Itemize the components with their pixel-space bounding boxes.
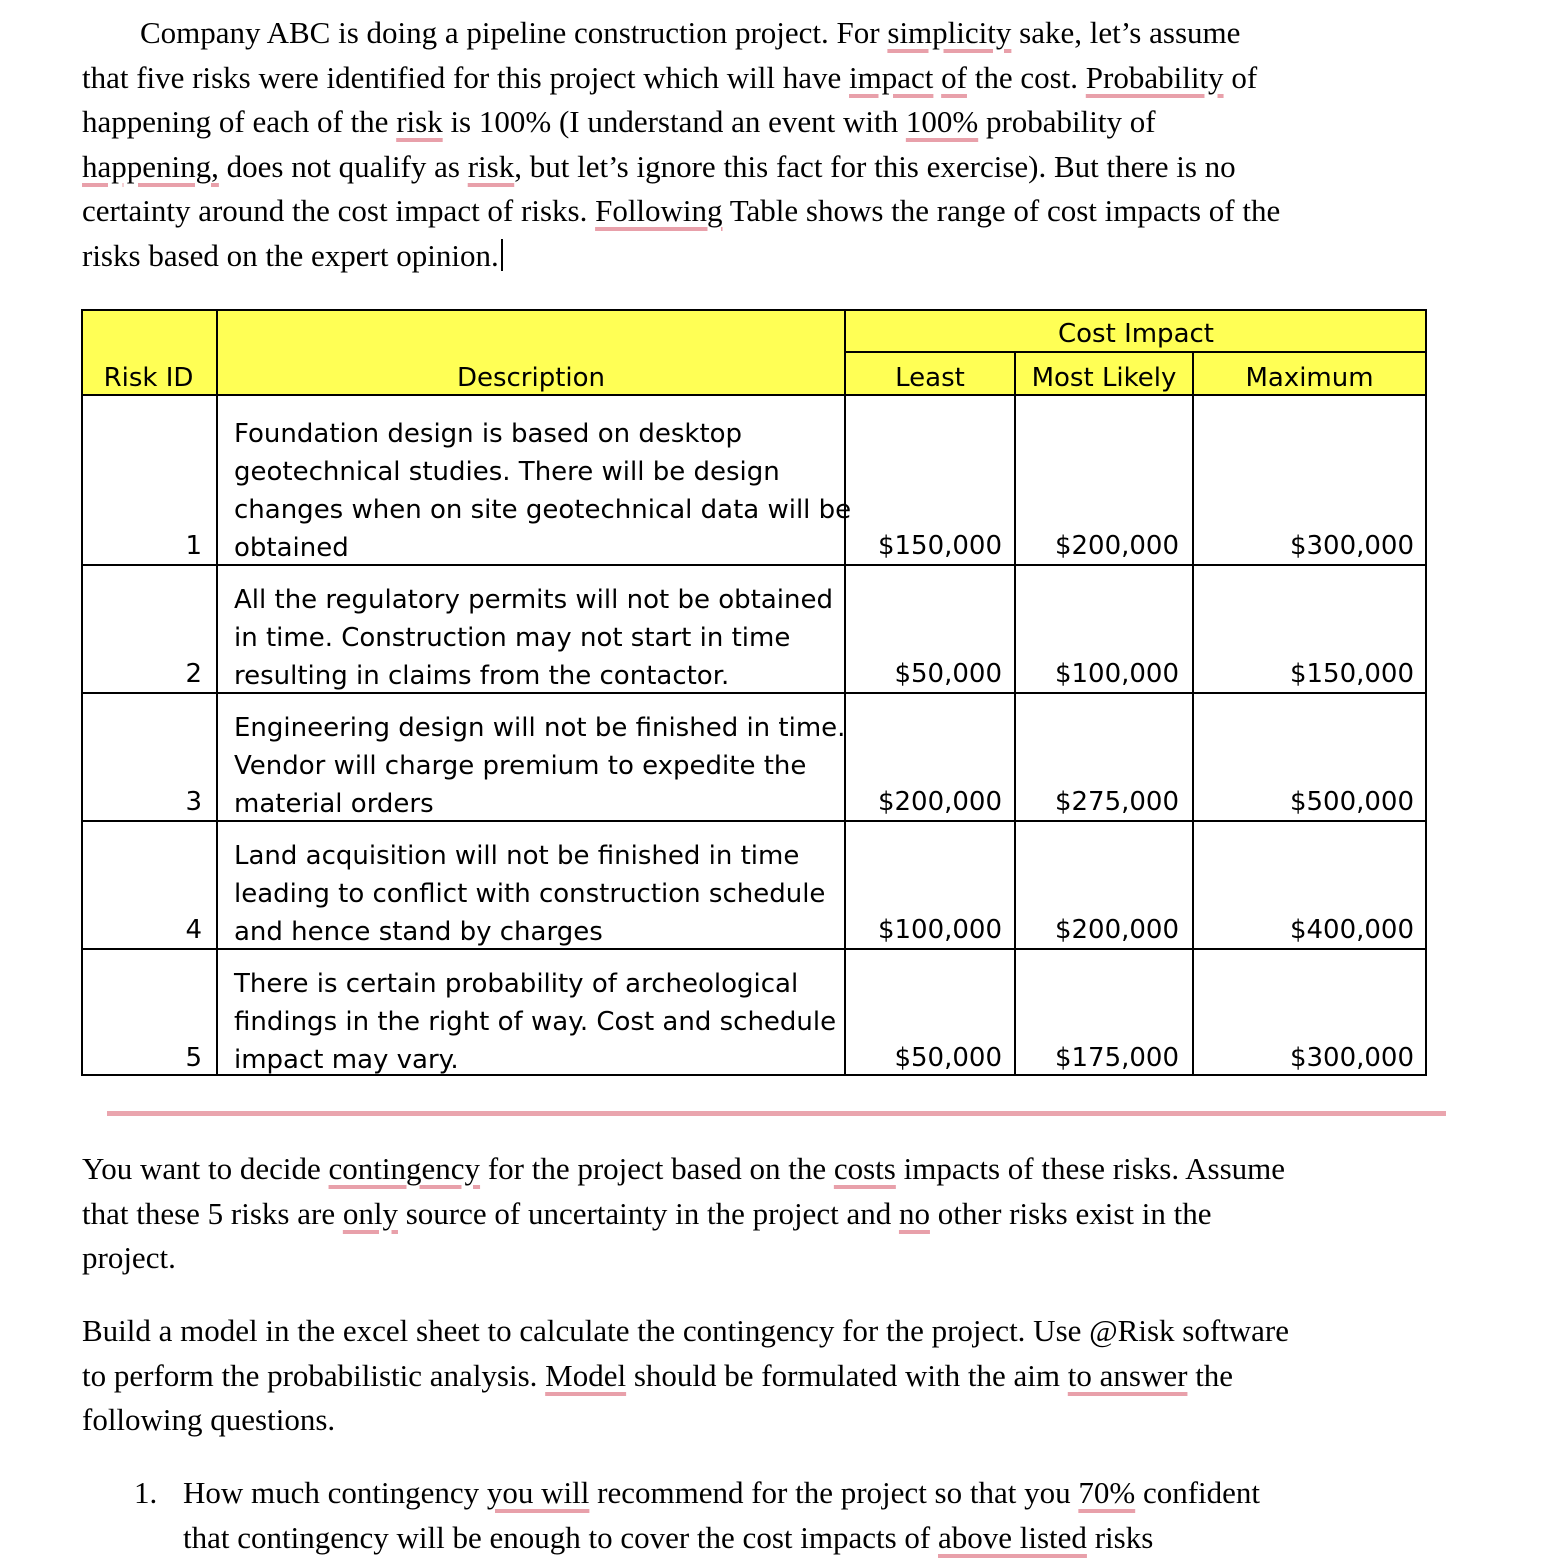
description-cell: Land acquisition will not be finished in time leading to conflict with construction schedule and hence stand by charges [234,841,826,947]
header-description: Description [456,363,606,393]
maximum-cell: $150,000 [1289,659,1414,689]
maximum-cell: $400,000 [1289,915,1414,945]
risk-table [81,309,1427,1076]
q1-line-2: that contingency will be enough to cover the cost impacts of above listed risks [183,1519,1154,1555]
header-risk-id: Risk ID [103,363,194,393]
contingency-paragraph [82,1147,1482,1281]
intro-line-3: happening of each of the risk is 100% (I understand an event with 100% probability of [82,104,1156,139]
description-cell: Foundation design is based on desktop geotechnical studies. There will be design changes when on site geotechnical data will be obtained [234,419,852,563]
least-cell: $50,000 [894,1043,1002,1073]
most-likely-cell: $275,000 [1054,787,1179,817]
description-cell: There is certain probability of archeological findings in the right of way. Cost and schedule impact may vary. [234,969,837,1075]
least-cell: $150,000 [877,531,1002,561]
p2-line-2: that these 5 risks are only source of uncertainty in the project and no other risks exist in the [82,1195,1212,1231]
q1-line-1: How much contingency you will recommend for the project so that you 70% confident [183,1475,1261,1510]
intro-line-2: that five risks were identified for this project which will have impact of the cost. Probability of [82,59,1258,95]
model-paragraph [82,1309,1482,1443]
intro-line-6: risks based on the expert opinion. [82,234,1482,279]
text-cursor [501,239,503,271]
most-likely-cell: $175,000 [1054,1043,1179,1073]
p3-line-1: Build a model in the excel sheet to calculate the contingency for the project. Use @Risk software [82,1313,1290,1348]
header-least: Least [895,363,965,393]
section-divider [107,1111,1446,1116]
p2-line-1: You want to decide contingency for the project based on the costs impacts of these risks. Assume [82,1151,1286,1186]
most-likely-cell: $200,000 [1054,915,1179,945]
maximum-cell: $300,000 [1289,1043,1414,1073]
header-most-likely: Most Likely [1031,363,1177,393]
description-cell: All the regulatory permits will not be obtained in time. Construction may not start in time resulting in claims from the contactor. [234,585,833,691]
risk-id-cell: 2 [185,659,202,689]
risk-id-cell: 4 [185,915,202,945]
header-maximum: Maximum [1245,363,1374,393]
risk-id-cell: 1 [185,531,202,561]
intro-line-5: certainty around the cost impact of risks. Following Table shows the range of cost impacts of the [82,193,1281,228]
header-cost-impact: Cost Impact [1058,319,1214,349]
description-cell: Engineering design will not be finished in time. Vendor will charge premium to expedite the material orders [234,713,846,819]
least-cell: $100,000 [877,915,1002,945]
risk-id-cell: 3 [185,787,202,817]
maximum-cell: $300,000 [1289,531,1414,561]
risk-id-cell: 5 [185,1043,202,1073]
p3-line-2: to perform the probabilistic analysis. Model should be formulated with the aim to answer the [82,1357,1234,1393]
most-likely-cell: $200,000 [1054,531,1179,561]
intro-line-1: Company ABC is doing a pipeline construction project. For simplicity sake, let’s assume [140,15,1241,50]
most-likely-cell: $100,000 [1054,659,1179,689]
maximum-cell: $500,000 [1289,787,1414,817]
least-cell: $50,000 [894,659,1002,689]
question-number: 1. [134,1475,158,1510]
intro-paragraph [82,11,1482,278]
least-cell: $200,000 [877,787,1002,817]
intro-line-4: happening, does not qualify as risk, but let’s ignore this fact for this exercise). But there is no [82,148,1236,184]
p2-line-3: project. [82,1240,176,1275]
p3-line-3: following questions. [82,1402,336,1437]
